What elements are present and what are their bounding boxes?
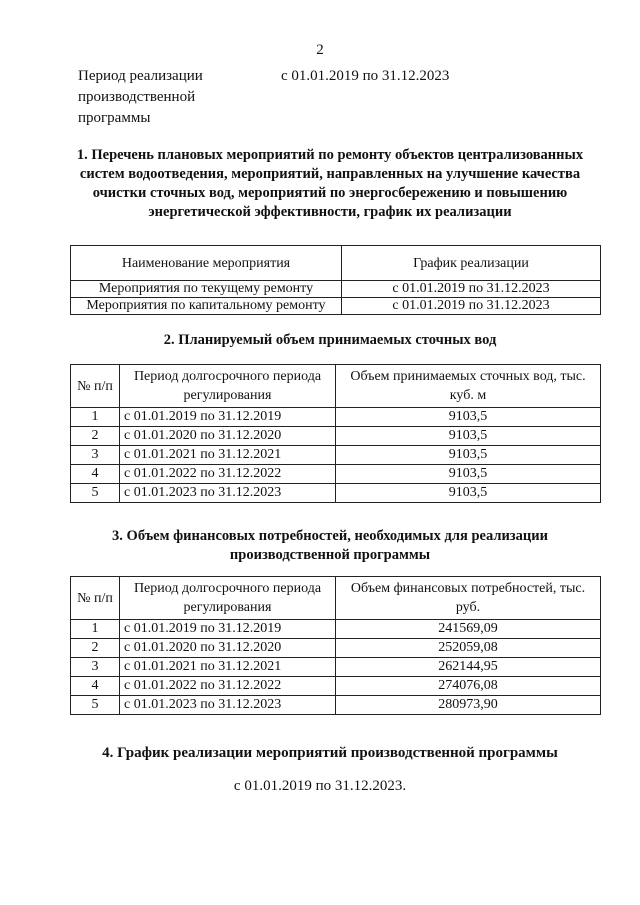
table-cell: с 01.01.2019 по 31.12.2019 xyxy=(120,408,336,427)
table-cell: с 01.01.2020 по 31.12.2020 xyxy=(120,427,336,446)
table-cell: Мероприятия по текущему ремонту xyxy=(71,281,342,298)
table-cell: 1 xyxy=(71,408,120,427)
table-cell: 274076,08 xyxy=(336,677,601,696)
column-header: Период долгосрочного периода регулирования xyxy=(120,365,336,408)
table-cell: 9103,5 xyxy=(336,427,601,446)
table-row xyxy=(71,677,601,696)
column-header: № п/п xyxy=(71,577,120,620)
table-cell: 2 xyxy=(71,427,120,446)
table-row xyxy=(71,281,601,298)
table-cell: 3 xyxy=(71,658,120,677)
wastewater-volume-table xyxy=(70,364,601,503)
table-cell: с 01.01.2021 по 31.12.2021 xyxy=(120,658,336,677)
section3-title: 3. Объем финансовых потребностей, необходимых для реализации производственной программы xyxy=(112,528,548,563)
table-cell: 2 xyxy=(71,639,120,658)
table-cell: 4 xyxy=(71,465,120,484)
table-cell: с 01.01.2022 по 31.12.2022 xyxy=(120,465,336,484)
table-row xyxy=(71,658,601,677)
table-row xyxy=(71,408,601,427)
table-cell: с 01.01.2019 по 31.12.2019 xyxy=(120,620,336,639)
table-row xyxy=(71,427,601,446)
page-number: 2 xyxy=(316,42,324,58)
column-header: Объем финансовых потребностей, тыс. руб. xyxy=(336,577,601,620)
table-cell: 241569,09 xyxy=(336,620,601,639)
table-cell: с 01.01.2022 по 31.12.2022 xyxy=(120,677,336,696)
table-cell: 5 xyxy=(71,484,120,503)
table-header-row xyxy=(71,577,601,620)
table-cell: 5 xyxy=(71,696,120,715)
table-cell: 9103,5 xyxy=(336,446,601,465)
table-cell: 280973,90 xyxy=(336,696,601,715)
column-header: Период долгосрочного периода регулирования xyxy=(120,577,336,620)
column-header: Наименование мероприятия xyxy=(71,246,342,281)
table-row xyxy=(71,298,601,315)
table-cell: Мероприятия по капитальному ремонту xyxy=(71,298,342,315)
table-row xyxy=(71,696,601,715)
section4-title: 4. График реализации мероприятий производственной программы xyxy=(102,745,558,761)
table-row xyxy=(71,639,601,658)
column-header: № п/п xyxy=(71,365,120,408)
column-header: График реализации xyxy=(342,246,601,281)
table-cell: 9103,5 xyxy=(336,408,601,427)
table-cell: 3 xyxy=(71,446,120,465)
program-period-value: с 01.01.2019 по 31.12.2023 xyxy=(281,68,450,84)
maintenance-schedule-table xyxy=(70,245,601,315)
table-cell: с 01.01.2023 по 31.12.2023 xyxy=(120,696,336,715)
table-cell: с 01.01.2023 по 31.12.2023 xyxy=(120,484,336,503)
table-cell: с 01.01.2021 по 31.12.2021 xyxy=(120,446,336,465)
table-cell: 262144,95 xyxy=(336,658,601,677)
table-cell: с 01.01.2020 по 31.12.2020 xyxy=(120,639,336,658)
section2-title: 2. Планируемый объем принимаемых сточных вод xyxy=(163,332,497,348)
table-header-row xyxy=(71,246,601,281)
table-cell: 1 xyxy=(71,620,120,639)
table-header-row xyxy=(71,365,601,408)
table-cell: 9103,5 xyxy=(336,465,601,484)
table-row xyxy=(71,620,601,639)
section4-period: с 01.01.2019 по 31.12.2023. xyxy=(233,778,407,794)
table-row xyxy=(71,484,601,503)
table-cell: с 01.01.2019 по 31.12.2023 xyxy=(342,281,601,298)
financial-needs-table xyxy=(70,576,601,715)
table-cell: 9103,5 xyxy=(336,484,601,503)
section1-title: 1. Перечень плановых мероприятий по ремонту объектов централизованных систем водоотведения, мероприятий, направленных на улучшение качества очистки сточных вод, мероприятий по энергосбережению и повышению энергетической эффективности, график их реализации xyxy=(76,147,584,220)
table-row xyxy=(71,465,601,484)
table-cell: 4 xyxy=(71,677,120,696)
program-period-label: Период реализации производственной программы xyxy=(78,68,203,126)
column-header: Объем принимаемых сточных вод, тыс. куб. м xyxy=(336,365,601,408)
table-cell: 252059,08 xyxy=(336,639,601,658)
table-cell: с 01.01.2019 по 31.12.2023 xyxy=(342,298,601,315)
table-row xyxy=(71,446,601,465)
